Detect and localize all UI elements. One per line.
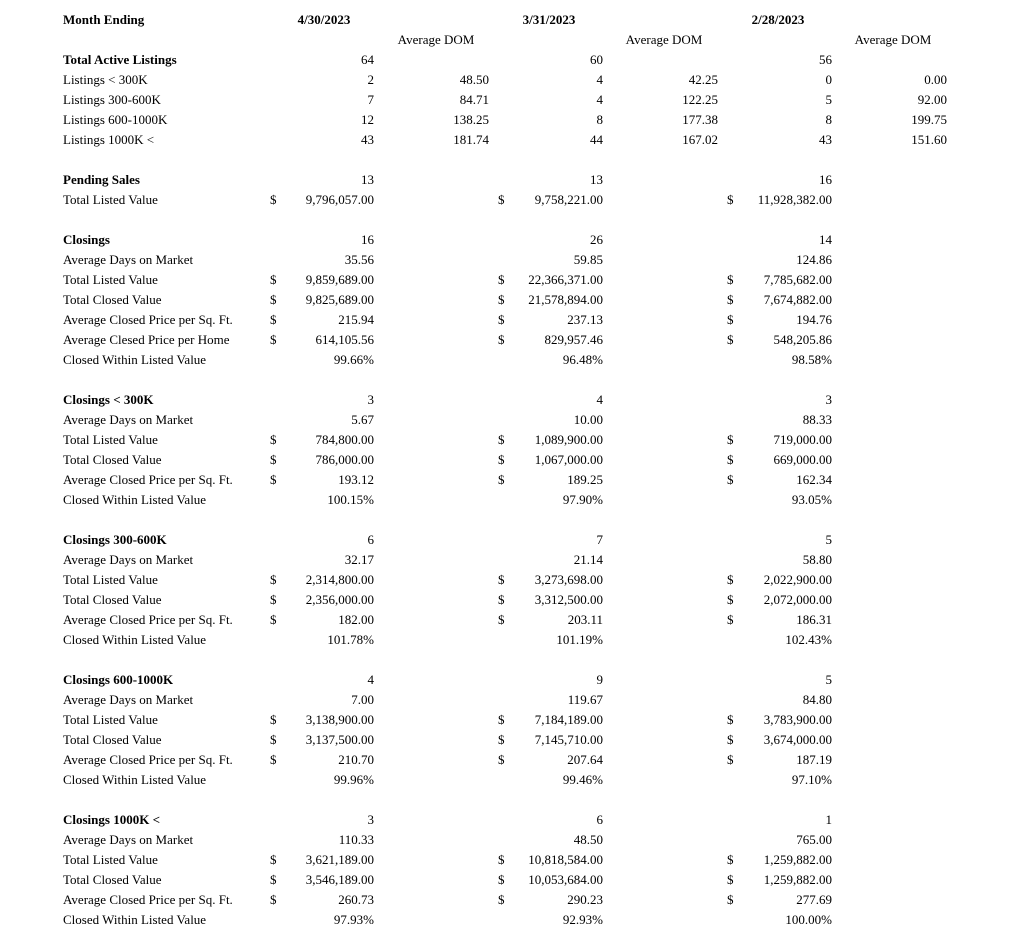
- average-dom-value: 138.25: [453, 112, 489, 127]
- table-row: [0, 110, 1020, 130]
- section-count: 5: [825, 672, 832, 687]
- section-count: 13: [590, 172, 603, 187]
- table-row: [0, 430, 1020, 450]
- table-row: [0, 350, 1020, 370]
- row-value: 669,000.00: [773, 452, 832, 467]
- row-value: 97.10%: [791, 772, 832, 787]
- dollar-sign: $: [727, 472, 734, 487]
- row-value: 101.19%: [556, 632, 603, 647]
- row-label: Average Days on Market: [63, 552, 194, 567]
- table-row: [0, 710, 1020, 730]
- table-row: [0, 610, 1020, 630]
- row-value: 3,273,698.00: [534, 572, 603, 587]
- section-count: 14: [819, 232, 832, 247]
- row-value: 93.05%: [791, 492, 832, 507]
- section-title-row: [0, 230, 1020, 250]
- row-value: 0: [825, 72, 832, 87]
- row-value: 210.70: [338, 752, 374, 767]
- row-label: Closed Within Listed Value: [63, 912, 207, 927]
- dollar-sign: $: [727, 732, 734, 747]
- section-count: 3: [367, 392, 374, 407]
- row-label: Average Days on Market: [63, 412, 194, 427]
- row-value: 187.19: [796, 752, 832, 767]
- dollar-sign: $: [498, 752, 505, 767]
- dollar-sign: $: [498, 612, 505, 627]
- row-value: 43: [361, 132, 374, 147]
- row-value: 21.14: [573, 552, 603, 567]
- row-value: 21,578,894.00: [528, 292, 603, 307]
- row-value: 719,000.00: [773, 432, 832, 447]
- table-row: [0, 910, 1020, 930]
- dollar-sign: $: [270, 472, 277, 487]
- row-value: 3,546,189.00: [305, 872, 374, 887]
- table-row: [0, 730, 1020, 750]
- section-count: 1: [825, 812, 832, 827]
- section-count: 4: [596, 392, 603, 407]
- row-value: 5.67: [351, 412, 374, 427]
- period-header: 4/30/2023: [297, 12, 351, 27]
- section-title-row: [0, 810, 1020, 830]
- row-value: 88.33: [802, 412, 832, 427]
- row-value: 182.00: [338, 612, 374, 627]
- section-count: 5: [825, 532, 832, 547]
- section-title-row: [0, 530, 1020, 550]
- row-label: Average Closed Price per Sq. Ft.: [63, 892, 233, 907]
- table-row: [0, 550, 1020, 570]
- dollar-sign: $: [498, 732, 505, 747]
- row-label: Listings < 300K: [63, 72, 148, 87]
- section-count: 9: [596, 672, 603, 687]
- row-label: Average Days on Market: [63, 832, 194, 847]
- row-value: 48.50: [573, 832, 603, 847]
- row-value: 124.86: [796, 252, 832, 267]
- row-label: Closed Within Listed Value: [63, 352, 207, 367]
- row-value: 92.93%: [562, 912, 603, 927]
- section-count: 26: [590, 232, 603, 247]
- row-label: Average Days on Market: [63, 252, 194, 267]
- row-label: Listings 1000K <: [63, 132, 155, 147]
- row-value: 7: [367, 92, 374, 107]
- row-value: 101.78%: [327, 632, 374, 647]
- row-value: 4: [596, 72, 603, 87]
- row-value: 548,205.86: [773, 332, 832, 347]
- average-dom-header: Average DOM: [854, 32, 932, 47]
- row-value: 35.56: [344, 252, 374, 267]
- row-label: Closed Within Listed Value: [63, 492, 207, 507]
- row-value: 7.00: [351, 692, 374, 707]
- section-title: Pending Sales: [63, 172, 140, 187]
- header-row: [0, 10, 1020, 30]
- dollar-sign: $: [727, 452, 734, 467]
- average-dom-value: 122.25: [682, 92, 718, 107]
- dollar-sign: $: [270, 572, 277, 587]
- section-title: Closings 300-600K: [63, 532, 167, 547]
- dollar-sign: $: [727, 192, 734, 207]
- table-row: [0, 410, 1020, 430]
- row-label: Total Closed Value: [63, 592, 162, 607]
- section-title-row: [0, 390, 1020, 410]
- row-value: 186.31: [796, 612, 832, 627]
- dollar-sign: $: [727, 312, 734, 327]
- row-label: Average Closed Price per Sq. Ft.: [63, 752, 233, 767]
- dollar-sign: $: [270, 192, 277, 207]
- dollar-sign: $: [727, 572, 734, 587]
- row-value: 98.58%: [791, 352, 832, 367]
- section-title: Closings: [63, 232, 110, 247]
- table-row: [0, 190, 1020, 210]
- row-value: 162.34: [796, 472, 832, 487]
- period-header: 3/31/2023: [522, 12, 576, 27]
- table-row: [0, 270, 1020, 290]
- dollar-sign: $: [270, 752, 277, 767]
- dollar-sign: $: [727, 332, 734, 347]
- table-row: [0, 90, 1020, 110]
- table-row: [0, 70, 1020, 90]
- dollar-sign: $: [270, 872, 277, 887]
- row-value: 99.66%: [333, 352, 374, 367]
- row-value: 237.13: [567, 312, 603, 327]
- row-value: 3,138,900.00: [305, 712, 374, 727]
- average-dom-header: Average DOM: [625, 32, 703, 47]
- dollar-sign: $: [727, 292, 734, 307]
- section-title-row: [0, 50, 1020, 70]
- table-row: [0, 290, 1020, 310]
- dom-header-row: [0, 30, 1020, 50]
- section-title: Closings < 300K: [63, 392, 154, 407]
- dollar-sign: $: [498, 272, 505, 287]
- row-value: 1,259,882.00: [763, 872, 832, 887]
- row-value: 7,184,189.00: [534, 712, 603, 727]
- dollar-sign: $: [498, 592, 505, 607]
- row-value: 260.73: [338, 892, 374, 907]
- row-value: 58.80: [802, 552, 832, 567]
- row-value: 32.17: [344, 552, 374, 567]
- table-row: [0, 750, 1020, 770]
- row-value: 102.43%: [785, 632, 832, 647]
- row-label: Average Clesed Price per Home: [63, 332, 230, 347]
- average-dom-header: Average DOM: [397, 32, 475, 47]
- row-value: 8: [825, 112, 832, 127]
- section-count: 13: [361, 172, 374, 187]
- row-label: Total Closed Value: [63, 452, 162, 467]
- row-label: Total Closed Value: [63, 292, 162, 307]
- row-value: 119.67: [567, 692, 603, 707]
- section-count: 64: [361, 52, 374, 67]
- row-label: Average Closed Price per Sq. Ft.: [63, 312, 233, 327]
- row-value: 10,818,584.00: [528, 852, 603, 867]
- row-value: 22,366,371.00: [528, 272, 603, 287]
- row-value: 829,957.46: [544, 332, 603, 347]
- average-dom-value: 177.38: [682, 112, 718, 127]
- dollar-sign: $: [727, 712, 734, 727]
- row-value: 765.00: [796, 832, 832, 847]
- row-label: Total Closed Value: [63, 732, 162, 747]
- row-label: Total Listed Value: [63, 852, 158, 867]
- average-dom-value: 199.75: [911, 112, 947, 127]
- row-value: 44: [590, 132, 603, 147]
- table-row: [0, 890, 1020, 910]
- row-value: 193.12: [338, 472, 374, 487]
- row-value: 9,859,689.00: [305, 272, 374, 287]
- row-value: 11,928,382.00: [757, 192, 832, 207]
- section-count: 4: [367, 672, 374, 687]
- row-value: 2,356,000.00: [305, 592, 374, 607]
- table-row: [0, 630, 1020, 650]
- row-value: 3,783,900.00: [763, 712, 832, 727]
- section-title-row: [0, 670, 1020, 690]
- dollar-sign: $: [727, 272, 734, 287]
- table-row: [0, 870, 1020, 890]
- dollar-sign: $: [498, 712, 505, 727]
- row-label: Listings 300-600K: [63, 92, 161, 107]
- average-dom-value: 48.50: [459, 72, 489, 87]
- table-row: [0, 490, 1020, 510]
- row-value: 2,314,800.00: [305, 572, 374, 587]
- dollar-sign: $: [498, 192, 505, 207]
- section-count: 6: [367, 532, 374, 547]
- row-value: 3,621,189.00: [305, 852, 374, 867]
- table-row: [0, 250, 1020, 270]
- row-label: Total Listed Value: [63, 572, 158, 587]
- row-value: 1,067,000.00: [534, 452, 603, 467]
- table-row: [0, 330, 1020, 350]
- row-value: 1,259,882.00: [763, 852, 832, 867]
- row-value: 9,758,221.00: [534, 192, 603, 207]
- section-count: 6: [596, 812, 603, 827]
- section-count: 60: [590, 52, 603, 67]
- table-row: [0, 850, 1020, 870]
- dollar-sign: $: [498, 892, 505, 907]
- dollar-sign: $: [727, 612, 734, 627]
- table-row: [0, 470, 1020, 490]
- row-value: 207.64: [567, 752, 603, 767]
- dollar-sign: $: [727, 592, 734, 607]
- row-label: Total Listed Value: [63, 272, 158, 287]
- row-value: 3,312,500.00: [534, 592, 603, 607]
- dollar-sign: $: [270, 892, 277, 907]
- row-label: Average Days on Market: [63, 692, 194, 707]
- dollar-sign: $: [498, 572, 505, 587]
- dollar-sign: $: [498, 852, 505, 867]
- dollar-sign: $: [270, 852, 277, 867]
- dollar-sign: $: [727, 852, 734, 867]
- dollar-sign: $: [498, 432, 505, 447]
- row-value: 100.15%: [327, 492, 374, 507]
- row-value: 12: [361, 112, 374, 127]
- row-value: 3,674,000.00: [763, 732, 832, 747]
- table-row: [0, 690, 1020, 710]
- row-value: 99.46%: [562, 772, 603, 787]
- row-label: Closed Within Listed Value: [63, 632, 207, 647]
- dollar-sign: $: [727, 752, 734, 767]
- dollar-sign: $: [270, 312, 277, 327]
- section-count: 16: [361, 232, 374, 247]
- section-count: 3: [825, 392, 832, 407]
- dollar-sign: $: [270, 292, 277, 307]
- row-value: 4: [596, 92, 603, 107]
- dollar-sign: $: [270, 332, 277, 347]
- row-label: Closed Within Listed Value: [63, 772, 207, 787]
- section-title: Closings 1000K <: [63, 812, 160, 827]
- row-label: Average Closed Price per Sq. Ft.: [63, 472, 233, 487]
- period-header: 2/28/2023: [751, 12, 805, 27]
- row-value: 784,800.00: [315, 432, 374, 447]
- row-value: 84.80: [802, 692, 832, 707]
- dollar-sign: $: [498, 312, 505, 327]
- row-value: 7,145,710.00: [534, 732, 603, 747]
- row-label: Total Listed Value: [63, 432, 158, 447]
- dollar-sign: $: [727, 892, 734, 907]
- average-dom-value: 92.00: [917, 92, 947, 107]
- row-label: Total Listed Value: [63, 192, 158, 207]
- dollar-sign: $: [498, 872, 505, 887]
- dollar-sign: $: [270, 592, 277, 607]
- average-dom-value: 167.02: [682, 132, 718, 147]
- row-value: 43: [819, 132, 832, 147]
- section-title: Total Active Listings: [63, 52, 177, 67]
- table-row: [0, 830, 1020, 850]
- row-value: 96.48%: [562, 352, 603, 367]
- average-dom-value: 181.74: [453, 132, 489, 147]
- row-value: 8: [596, 112, 603, 127]
- table-row: [0, 450, 1020, 470]
- row-value: 2: [367, 72, 374, 87]
- row-value: 194.76: [796, 312, 832, 327]
- dollar-sign: $: [498, 452, 505, 467]
- dollar-sign: $: [727, 432, 734, 447]
- row-value: 614,105.56: [315, 332, 374, 347]
- row-value: 290.23: [567, 892, 603, 907]
- row-value: 59.85: [573, 252, 603, 267]
- row-value: 7,785,682.00: [763, 272, 832, 287]
- row-value: 1,089,900.00: [534, 432, 603, 447]
- row-value: 99.96%: [333, 772, 374, 787]
- row-value: 7,674,882.00: [763, 292, 832, 307]
- row-value: 189.25: [567, 472, 603, 487]
- row-value: 277.69: [796, 892, 832, 907]
- table-row: [0, 590, 1020, 610]
- dollar-sign: $: [270, 452, 277, 467]
- row-value: 100.00%: [785, 912, 832, 927]
- section-title-row: [0, 170, 1020, 190]
- dollar-sign: $: [498, 472, 505, 487]
- dollar-sign: $: [270, 272, 277, 287]
- average-dom-value: 151.60: [911, 132, 947, 147]
- average-dom-value: 0.00: [924, 72, 947, 87]
- dollar-sign: $: [270, 732, 277, 747]
- table-row: [0, 570, 1020, 590]
- row-value: 3,137,500.00: [305, 732, 374, 747]
- row-value: 203.11: [567, 612, 603, 627]
- row-value: 9,825,689.00: [305, 292, 374, 307]
- row-label: Total Closed Value: [63, 872, 162, 887]
- section-count: 56: [819, 52, 832, 67]
- average-dom-value: 42.25: [688, 72, 718, 87]
- dollar-sign: $: [498, 332, 505, 347]
- row-value: 9,796,057.00: [305, 192, 374, 207]
- dollar-sign: $: [270, 712, 277, 727]
- row-value: 110.33: [338, 832, 374, 847]
- row-value: 97.90%: [562, 492, 603, 507]
- row-value: 5: [825, 92, 832, 107]
- section-count: 3: [367, 812, 374, 827]
- row-value: 215.94: [338, 312, 374, 327]
- table-row: [0, 770, 1020, 790]
- dollar-sign: $: [270, 432, 277, 447]
- section-count: 7: [596, 532, 603, 547]
- row-label: Total Listed Value: [63, 712, 158, 727]
- dollar-sign: $: [270, 612, 277, 627]
- table-row: [0, 130, 1020, 150]
- row-value: 10,053,684.00: [528, 872, 603, 887]
- row-value: 10.00: [573, 412, 603, 427]
- section-title: Closings 600-1000K: [63, 672, 174, 687]
- section-count: 16: [819, 172, 832, 187]
- row-label: Average Closed Price per Sq. Ft.: [63, 612, 233, 627]
- table-row: [0, 310, 1020, 330]
- row-value: 97.93%: [333, 912, 374, 927]
- dollar-sign: $: [498, 292, 505, 307]
- dollar-sign: $: [727, 872, 734, 887]
- row-value: 2,022,900.00: [763, 572, 832, 587]
- month-ending-label: Month Ending: [63, 12, 145, 27]
- average-dom-value: 84.71: [459, 92, 489, 107]
- row-value: 2,072,000.00: [763, 592, 832, 607]
- row-value: 786,000.00: [315, 452, 374, 467]
- row-label: Listings 600-1000K: [63, 112, 168, 127]
